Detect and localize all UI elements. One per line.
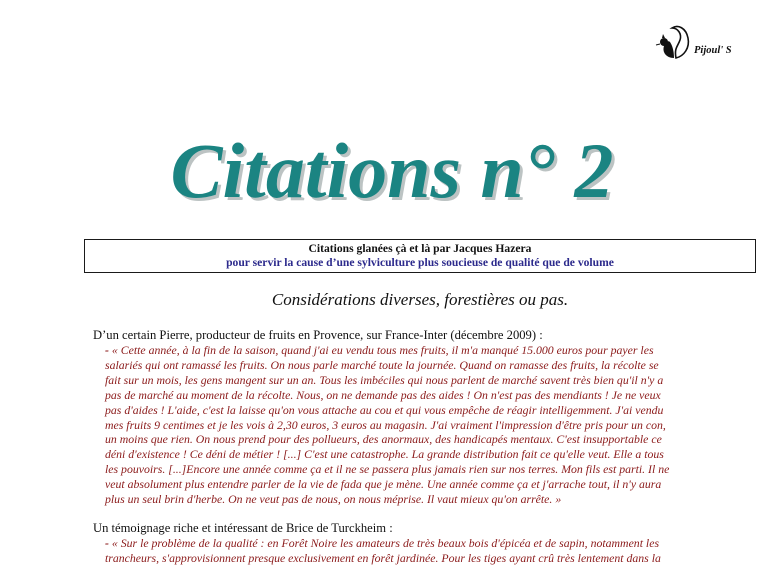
header-box — [84, 239, 756, 273]
quote-dash: - — [105, 536, 109, 550]
citation-intro: Un témoignage riche et intéressant de Brice de Turckheim : — [93, 521, 393, 535]
header-box-line2: pour servir la cause d’une sylviculture plus soucieuse de qualité que de volume — [226, 256, 614, 269]
quote-line: un moins que rien. On nous prend pour des pollueurs, des anormaux, des handicapés mentaux. C'est insupportable ce — [105, 432, 662, 447]
citation-intro: D’un certain Pierre, producteur de fruits en Provence, sur France-Inter (décembre 2009) : — [93, 328, 543, 342]
page-title: Citations n° 2 — [170, 127, 614, 214]
logo-text: Pijoul' S — [694, 45, 732, 56]
quote-line: trancheurs, s'approvisionnent presque exclusivement en forêt jardinée. Pour les tiges ayant crû très lentement dans la — [105, 550, 661, 565]
quote-dash: - — [105, 343, 109, 357]
quote-line: plus un seul brin d'herbe. On ne veut pas de nous, on nous méprise. Il vaut mieux qu'on arrête. » — [105, 492, 562, 507]
quote-line: mes fruits 9 centimes et je les vois à 2,30 euros, 3 euros au magasin. J'ai vraiment l'impression d'être pris pour un con, — [105, 417, 666, 432]
citation-quote — [105, 536, 753, 566]
citation-2 — [93, 521, 753, 566]
quote-line: pas d'aides ! L'aide, c'est la laisse qu'on vous attache au cou et qui vous empêche de réagir intelligemment. J'ai vendu — [105, 402, 664, 417]
quote-line-text: « Sur le problème de la qualité : en Forêt Noire les amateurs de très beaux bois d'épicéa et de sapin, notamment les — [111, 536, 660, 550]
logo — [654, 18, 744, 70]
quote-line: veut absolument plus entendre parler de la vie de fada que je mène. Une année comme ça et j'arrache tout, il n'y aura — [105, 477, 662, 492]
citation-quote — [105, 343, 753, 507]
quote-line: les pouvoirs. [...]Encore une année comme ça et il ne se passera plus jamais rien sur nos terres. Mon fils est parti. Il ne — [105, 462, 670, 477]
squirrel-icon — [654, 18, 694, 64]
quote-line — [105, 343, 753, 358]
citation-1 — [93, 328, 753, 507]
quote-line: salariés qui ont ramassé les fruits. On nous parle marché toute la journée. Quand on ramasse des fruits, la récolte se — [105, 357, 659, 372]
quote-line — [105, 536, 753, 551]
subtitle: Considérations diverses, forestières ou pas. — [271, 290, 569, 309]
quote-line: pas de marché au moment de la récolte. Nous, on ne demande pas des aides ! On n'est pas des mendiants ! Je ne veux — [105, 387, 661, 402]
header-box-line1: Citations glanées çà et là par Jacques Hazera — [308, 242, 532, 255]
quote-line: déni d'existence ! Ce déni de métier ! [...] C'est une catastrophe. La grande distribution fait ce qu'elle veut. Elle a tous — [105, 447, 664, 462]
quote-line-text: « Cette année, à la fin de la saison, quand j'ai eu vendu tous mes fruits, il m'a manqué 15.000 euros pour payer les — [111, 343, 654, 357]
quote-line: fait sur un mois, les gens mangent sur un an. Tous les imbéciles qui nous parlent de marché savent très bien qu'il n'y a — [105, 372, 664, 387]
